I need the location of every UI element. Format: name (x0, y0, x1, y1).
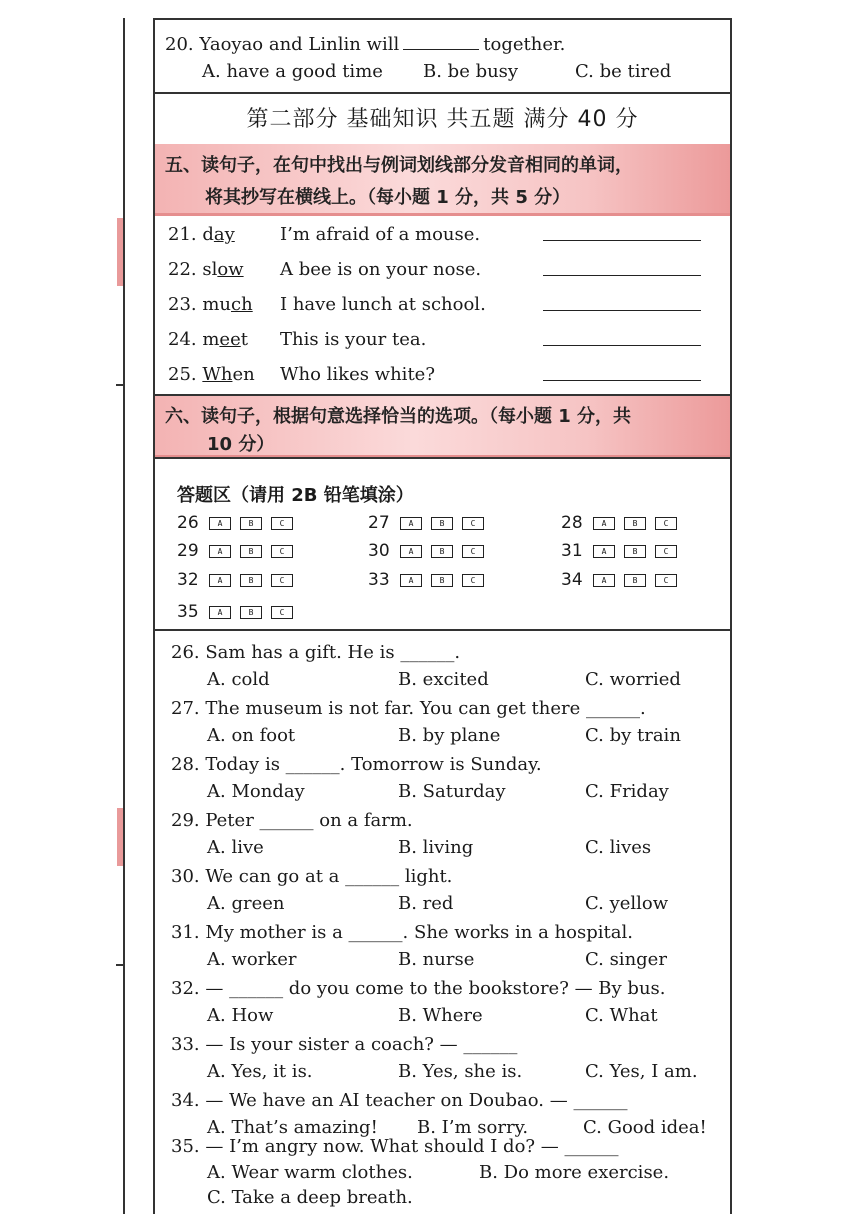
answer-sheet-area (155, 457, 730, 631)
bubble-c[interactable]: C (655, 545, 677, 558)
question-stem: 30. We can go at a ______ light. (171, 866, 453, 887)
sentence: A bee is on your nose. (280, 259, 482, 280)
sentence: I’m afraid of a mouse. (280, 224, 481, 245)
bubble-b[interactable]: B (240, 606, 262, 619)
option-c: C. by train (585, 725, 681, 746)
section-6-banner (155, 394, 730, 458)
option-c: C. Take a deep breath. (207, 1187, 413, 1208)
bubble-c[interactable]: C (462, 574, 484, 587)
question-stem: 27. The museum is not far. You can get there ______. (171, 698, 646, 719)
question-stem: 34. — We have an AI teacher on Doubao. — ______ (171, 1090, 628, 1111)
option-c: C. What (585, 1005, 658, 1026)
bubble-row-35: 35 A B C (177, 602, 302, 622)
option-b: B. Do more exercise. (479, 1162, 670, 1183)
question-stem: 32. — ______ do you come to the bookstore? — By bus. (171, 978, 666, 999)
option-b: B. by plane (398, 725, 501, 746)
bubble-a[interactable]: A (209, 606, 231, 619)
answer-line[interactable] (543, 345, 701, 346)
section-5-instruction-line2: 将其抄写在横线上。（每小题 1 分，共 5 分） (205, 187, 571, 208)
question-stem: 31. My mother is a ______. She works in a hospital. (171, 922, 633, 943)
bubble-row-33: 33 A B C (368, 570, 493, 590)
example-word: 24. meet (168, 329, 248, 350)
bubble-a[interactable]: A (209, 517, 231, 530)
option-a: A. have a good time (202, 61, 383, 82)
question-stem: 20. Yaoyao and Linlin will together. (165, 34, 566, 55)
bubble-row-34: 34 A B C (561, 570, 686, 590)
bubble-b[interactable]: B (431, 574, 453, 587)
bubble-b[interactable]: B (624, 545, 646, 558)
bubble-a[interactable]: A (593, 545, 615, 558)
answer-area-title: 答题区（请用 2B 铅笔填涂） (177, 485, 414, 506)
bubble-b[interactable]: B (624, 574, 646, 587)
option-c: C. yellow (585, 893, 669, 914)
option-b: B. I’m sorry. (417, 1117, 529, 1138)
option-c: C. be tired (575, 61, 672, 82)
section-5-banner (155, 144, 730, 216)
bubble-row-32: 32 A B C (177, 570, 302, 590)
example-word: 23. much (168, 294, 253, 315)
option-b: B. nurse (398, 949, 475, 970)
bubble-c[interactable]: C (462, 517, 484, 530)
option-c: C. worried (585, 669, 681, 690)
bubble-row-27: 27 A B C (368, 513, 493, 533)
part-2-title: 第二部分 基础知识 共五题 满分 40 分 (155, 92, 730, 148)
bubble-row-28: 28 A B C (561, 513, 686, 533)
bubble-c[interactable]: C (271, 606, 293, 619)
option-b: B. Saturday (398, 781, 506, 802)
answer-line[interactable] (543, 380, 701, 381)
option-a: A. How (207, 1005, 274, 1026)
question-stem: 26. Sam has a gift. He is ______. (171, 642, 461, 663)
bubble-b[interactable]: B (431, 545, 453, 558)
bubble-row-30: 30 A B C (368, 541, 493, 561)
option-c: C. Good idea! (583, 1117, 707, 1138)
section-6-instruction-line2: 10 分） (207, 434, 275, 455)
sentence: I have lunch at school. (280, 294, 486, 315)
answer-line[interactable] (543, 275, 701, 276)
option-a: A. green (207, 893, 285, 914)
bubble-row-29: 29 A B C (177, 541, 302, 561)
section-6-instruction-line1: 六、读句子，根据句意选择恰当的选项。（每小题 1 分，共 (165, 406, 632, 427)
margin-tick (116, 964, 124, 966)
option-b: B. living (398, 837, 474, 858)
sentence: This is your tea. (280, 329, 427, 350)
question-stem: 29. Peter ______ on a farm. (171, 810, 413, 831)
answer-blank[interactable] (403, 35, 479, 50)
option-a: A. That’s amazing! (207, 1117, 378, 1138)
bubble-c[interactable]: C (655, 517, 677, 530)
margin-mark (117, 218, 123, 286)
bubble-a[interactable]: A (593, 574, 615, 587)
margin-tick (116, 384, 124, 386)
bubble-c[interactable]: C (271, 517, 293, 530)
bubble-c[interactable]: C (655, 574, 677, 587)
bubble-a[interactable]: A (593, 517, 615, 530)
example-word: 25. When (168, 364, 255, 385)
bubble-c[interactable]: C (462, 545, 484, 558)
bubble-c[interactable]: C (271, 574, 293, 587)
option-a: A. Wear warm clothes. (207, 1162, 413, 1183)
option-c: C. Friday (585, 781, 669, 802)
section-5-item (168, 329, 708, 353)
section-5-item (168, 364, 708, 388)
bubble-a[interactable]: A (209, 574, 231, 587)
option-c: C. Yes, I am. (585, 1061, 698, 1082)
option-a: A. cold (207, 669, 270, 690)
section-5-instruction-line1: 五、读句子，在句中找出与例词划线部分发音相同的单词， (165, 155, 633, 176)
example-word: 21. day (168, 224, 235, 245)
question-20 (155, 18, 730, 93)
question-stem: 33. — Is your sister a coach? — ______ (171, 1034, 518, 1055)
option-a: A. Monday (207, 781, 305, 802)
bubble-b[interactable]: B (240, 574, 262, 587)
bubble-b[interactable]: B (624, 517, 646, 530)
bubble-b[interactable]: B (431, 517, 453, 530)
option-b: B. Yes, she is. (398, 1061, 523, 1082)
answer-line[interactable] (543, 310, 701, 311)
section-5-item (168, 294, 708, 318)
option-b: B. be busy (423, 61, 519, 82)
option-a: A. on foot (207, 725, 296, 746)
option-a: A. worker (207, 949, 297, 970)
question-35-stem: 35. — I’m angry now. What should I do? — ______ (171, 1136, 619, 1157)
question-stem: 28. Today is ______. Tomorrow is Sunday. (171, 754, 542, 775)
option-c: C. singer (585, 949, 667, 970)
option-a: A. Yes, it is. (207, 1061, 313, 1082)
sentence: Who likes white? (280, 364, 435, 385)
option-b: B. red (398, 893, 454, 914)
option-b: B. excited (398, 669, 489, 690)
bubble-a[interactable]: A (209, 545, 231, 558)
margin-mark (117, 808, 123, 866)
binding-margin-line (123, 18, 125, 1214)
bubble-b[interactable]: B (240, 517, 262, 530)
bubble-a[interactable]: A (400, 545, 422, 558)
exam-page (153, 18, 732, 1214)
section-5-item (168, 259, 708, 283)
example-word: 22. slow (168, 259, 244, 280)
bubble-row-26: 26 A B C (177, 513, 302, 533)
option-c: C. lives (585, 837, 652, 858)
bubble-a[interactable]: A (400, 574, 422, 587)
bubble-row-31: 31 A B C (561, 541, 686, 561)
answer-line[interactable] (543, 240, 701, 241)
bubble-c[interactable]: C (271, 545, 293, 558)
option-a: A. live (207, 837, 264, 858)
option-b: B. Where (398, 1005, 483, 1026)
bubble-b[interactable]: B (240, 545, 262, 558)
section-5-item (168, 224, 708, 248)
bubble-a[interactable]: A (400, 517, 422, 530)
